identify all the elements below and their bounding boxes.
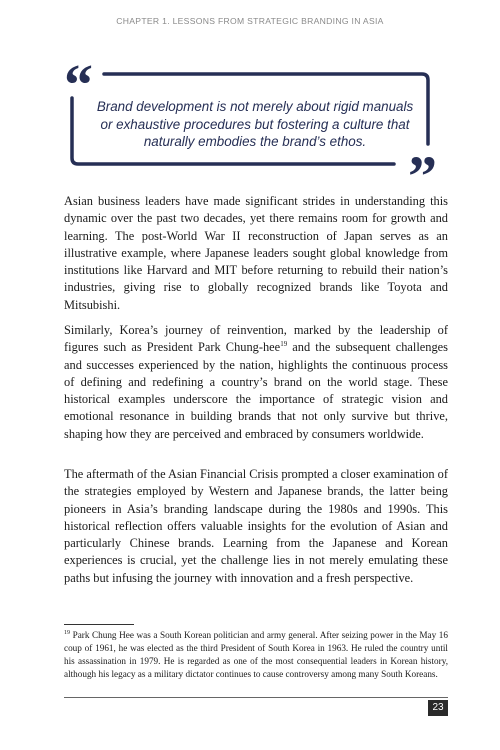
- open-quote-icon: “: [64, 52, 93, 117]
- pull-quote-line: Brand development is not merely about rigid manuals: [96, 99, 414, 114]
- body-paragraph-3: The aftermath of the Asian Financial Crisis prompted a closer examination of the strategies employed by Western and Japanese brands, the latter being pioneers in Asia’s branding landscape during the 1980s and 1990s. This historical reflection offers valuable insights for the evolution of Asian and particularly Chinese brands. Learning from the Japanese and Korean experiences is crucial, yet the challenge lies in not merely emulating these paths but infusing the journey with innovation and a fresh perspective.: [64, 467, 448, 585]
- body-paragraph-2: [64, 322, 448, 443]
- paragraph-text: and the subsequent challenges and successes experienced by the nation, highlights the continuous process of defining and redefining a country’s brand on the world stage. These historical examples underscore the importance of strategic vision and emotional resonance in building brands that not only survive but thrive, shaping how they are perceived and embraced by consumers worldwide.: [64, 340, 449, 441]
- footnote-reference[interactable]: 19: [280, 340, 288, 349]
- footnote-number: 19: [64, 629, 70, 636]
- pull-quote-line: naturally embodies the brand’s ethos.: [143, 134, 367, 149]
- footnote: [64, 629, 448, 681]
- page-number: 23: [428, 700, 448, 716]
- footer-divider: [64, 697, 448, 698]
- pull-quote-text: [79, 98, 431, 151]
- footnote-text: Park Chung Hee was a South Korean politician and army general. After seizing power in the May 16 coup of 1961, he was elected as the third President of South Korea in 1963. He ruled the country until his assassination in 1979. He is regarded as one of the most consequential leaders in Korean history, although his legacy as a military dictator continues to cause controversy among many South Koreans.: [64, 630, 448, 680]
- paragraph-text: Similarly, Korea’s journey of reinvention, marked by the leadership of figures such as President Park Chung-hee: [64, 323, 448, 355]
- pull-quote-line: or exhaustive procedures but fostering a culture that: [100, 116, 410, 132]
- footnote-divider: [64, 624, 134, 625]
- close-quote-icon: ”: [408, 144, 437, 209]
- running-header: CHAPTER 1. LESSONS FROM STRATEGIC BRANDING IN ASIA: [116, 16, 384, 26]
- body-paragraph-1: Asian business leaders have made significant strides in understanding this dynamic over the past two decades, yet there remains room for growth and learning. The post-World War II reconstruction of Japan serves as an illustrative example, where Japanese leaders sought global knowledge from institutions like Harvard and MIT before returning to rebuild their nation’s industries, giving rise to globally recognized brands like Toyota and Mitsubishi.: [64, 194, 448, 312]
